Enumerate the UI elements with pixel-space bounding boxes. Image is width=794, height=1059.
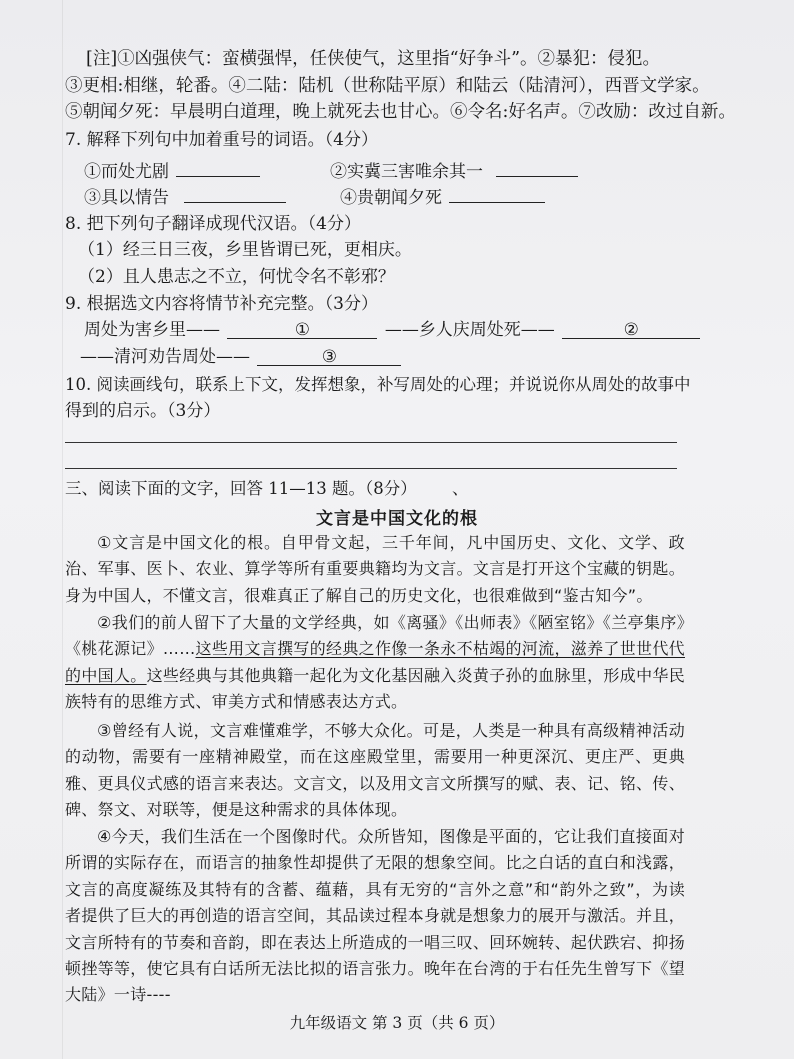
note-line-2: ③更相:相继，轮番。④二陆：陆机（世称陆平原）和陆云（陆清河），西晋文学家。	[65, 76, 710, 96]
section-3-heading: 三、阅读下面的文字，回答 11—13 题。（8分）	[65, 479, 417, 498]
q10-answer-line-1[interactable]	[65, 442, 677, 443]
q8-item-2: （2）且人患志之不立，何忧令名不彰邪？	[78, 267, 395, 287]
paragraph-3: ③曾经有人说，文言难懂难学，不够大众化。可是，人类是一种具有高级精神活动的动物，需要有一座精神殿堂，而在这座殿堂里，需要用一种更深沉、更庄严、更典雅、更具仪式感的语言来表达。文言文，以及用文言文所撰写的赋、表、记、铭、传、碑、祭文、对联等，便是这种需求的具体体现。	[65, 721, 685, 820]
q7-item-2-text: ②实冀三害唯余其一	[330, 162, 483, 182]
q8-stem: 8. 把下列句子翻译成现代汉语。（4分）	[65, 214, 361, 234]
page-footer: 九年级语文 第 3 页（共 6 页）	[289, 1014, 505, 1032]
paragraph-2-rest: 这些经典与其他典籍一起化为文化基因融入炎黄子孙的血脉里，形成中华民族特有的思维方式、审美方式和情感表达方式。	[65, 665, 685, 712]
q7-item-3-text: ③具以情告	[84, 188, 169, 208]
paragraph-2-intro: ②我们的前人留下了大量的文学经典，如《离骚》《出师表》《陋室铭》《兰亭集序》《桃花源记》……	[65, 613, 685, 659]
q7-item-2	[330, 158, 580, 184]
q9-answer-blank-2[interactable]	[562, 318, 700, 339]
q9-stem: 9. 根据选文内容将情节补充完整。（3分）	[65, 294, 378, 314]
q10-stem-line-1: 10. 阅读画线句，联系上下文，发挥想象，补写周处的心理；并说说你从周处的故事中	[65, 375, 691, 394]
q7-item-1	[84, 158, 262, 184]
q9-blank-marker-3: ③	[321, 347, 338, 367]
paragraph-1: ①文言是中国文化的根。自甲骨文起，三千年间，凡中国历史、文化、文学、政治、军事、医卜、农业、算学等所有重要典籍均为文言。文言是打开这个宝藏的钥匙。身为中国人，不懂文言，很难真正了解自己的历史文化，也很难做到“鉴古知今”。	[65, 533, 685, 605]
page-edge-shadow	[62, 0, 63, 1059]
q7-item-1-text: ①而处尤剧	[84, 162, 169, 182]
q9-plot-line-1	[84, 318, 702, 342]
q7-answer-blank-4[interactable]	[449, 184, 545, 203]
q7-answer-blank-2[interactable]	[496, 158, 578, 177]
q9-answer-blank-3[interactable]	[257, 345, 401, 366]
paragraph-4: ④今天，我们生活在一个图像时代。众所皆知，图像是平面的，它让我们直接面对所谓的实际存在，而语言的抽象性却提供了无限的想象空间。比之白话的直白和浅露，文言的高度凝练及其特有的含蓄、蕴藉，具有无穷的“言外之意”和“韵外之致”，为读者提供了巨大的再创造的语言空间，其品读过程本身就是想象力的展开与激活。并且，文言所特有的节奏和音韵，即在表达上所造成的一唱三叹、回环婉转、起伏跌宕、抑扬顿挫等等，使它具有白话所无法比拟的语言张力。晚年在台湾的于右任先生曾写下《望大陆》一诗----	[65, 827, 685, 1005]
q9-blank-marker-1: ①	[294, 320, 311, 340]
q9-blank-marker-2: ②	[623, 320, 639, 340]
article-title: 文言是中国文化的根	[316, 509, 478, 529]
q10-answer-line-2[interactable]	[65, 468, 677, 469]
q9-plot-line-2	[80, 345, 403, 369]
note-line-1: [注]①凶强侠气：蛮横强悍，任侠使气，这里指“好争斗”。②暴犯：侵犯。	[86, 49, 661, 69]
q9-part-3: ——清河劝告周处——	[80, 347, 250, 367]
q9-part-1: 周处为害乡里——	[84, 320, 220, 340]
q7-item-4	[340, 184, 547, 210]
q7-answer-blank-3[interactable]	[184, 184, 286, 203]
paragraph-2	[65, 610, 685, 716]
note-line-3: ⑤朝闻夕死：早晨明白道理，晚上就死去也甘心。⑥令名:好名声。⑦改励：改过自新。	[65, 102, 736, 122]
q10-stem-line-2: 得到的启示。（3分）	[65, 401, 221, 421]
q7-stem: 7. 解释下列句中加着重号的词语。（4分）	[65, 130, 378, 150]
q9-part-2: ——乡人庆周处死——	[384, 320, 555, 340]
q7-item-4-text: ④贵朝闻夕死	[340, 188, 442, 208]
q7-item-3	[84, 184, 288, 210]
q9-answer-blank-1[interactable]	[227, 318, 377, 339]
q7-answer-blank-1[interactable]	[176, 158, 260, 177]
underlined-sentence: 这些用文言撰写的经典之作像一条永不枯竭的河流，滋养了世世代代的中国人。	[65, 639, 685, 685]
stray-mark: 、	[452, 479, 469, 498]
q8-item-1: （1）经三日三夜，乡里皆谓已死，更相庆。	[78, 240, 412, 260]
